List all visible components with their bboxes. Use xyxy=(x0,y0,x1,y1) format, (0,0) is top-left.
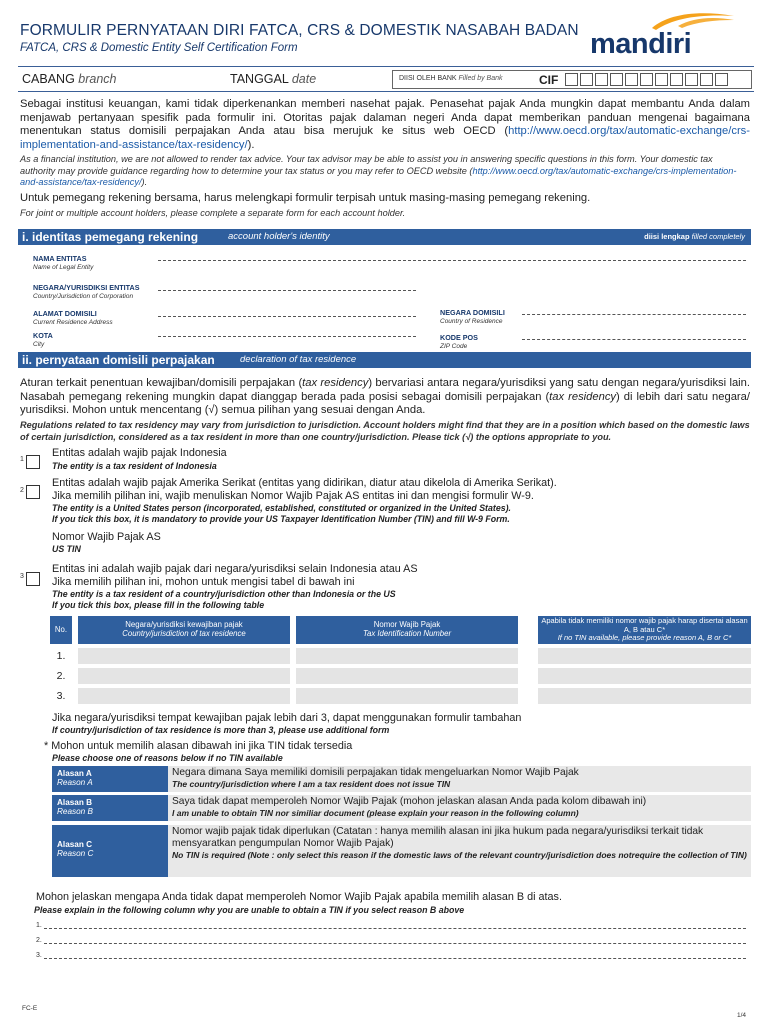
cif-cell[interactable] xyxy=(580,73,593,86)
option-2-number: 2 xyxy=(20,487,24,494)
explain-reason-b-en: Please explain in the following column why you are unable to obtain a TIN if you select reason B above xyxy=(34,905,465,915)
option-2-text-en: The entity is a United States person (incorporated, established, constituted or organized in the United States). If you tick this box, it is mandatory to provide your US Taxpayer Identification Number (TIN) and fill W-9 Form. xyxy=(52,503,511,524)
table-row-number: 2. xyxy=(56,670,66,682)
logo-text: mandiri xyxy=(590,28,692,60)
table-cell-tin[interactable] xyxy=(296,648,518,664)
us-tin-label: Nomor Wajib Pajak AS xyxy=(52,531,161,543)
city-field[interactable] xyxy=(158,336,416,337)
form-subtitle: FATCA, CRS & Domestic Entity Self Certification Form xyxy=(20,42,298,54)
cif-cell[interactable] xyxy=(670,73,683,86)
choose-reason-note: * Mohon untuk memilih alasan dibawah ini jika TIN tidak tersedia xyxy=(44,740,353,752)
table-cell-reason[interactable] xyxy=(538,668,751,684)
cif-cell[interactable] xyxy=(565,73,578,86)
mandiri-logo xyxy=(590,10,750,60)
entity-country-label: NEGARA/YURISDIKSI ENTITAS Country/Jurisdiction of Corporation xyxy=(33,283,140,300)
table-cell-tin[interactable] xyxy=(296,688,518,704)
explain-line-number: 1. xyxy=(36,922,42,929)
explain-line-number: 3. xyxy=(36,952,42,959)
reason-b-text: Saya tidak dapat memperoleh Nomor Wajib Pajak (mohon jelaskan alasan Anda pada kolom dibawah ini) I am unable to obtain TIN nor similiar document (please explain your reason in the following column) xyxy=(168,795,751,821)
form-title: FORMULIR PERNYATAAN DIRI FATCA, CRS & DOMESTIK NASABAH BADAN xyxy=(20,22,579,39)
cif-cell[interactable] xyxy=(640,73,653,86)
option-1-number: 1 xyxy=(20,456,24,463)
section-1-title: i. identitas pemegang rekening xyxy=(22,230,199,244)
zip-field[interactable] xyxy=(522,339,746,340)
table-header-country: Negara/yurisdiksi kewajiban pajak Country/jurisdiction of tax residence xyxy=(78,616,290,644)
option-2-text: Entitas adalah wajib pajak Amerika Serikat (entitas yang didirikan, diatur atau dikelola di Amerika Serikat). Jika memilih pilihan ini, wajib menuliskan Nomor Wajib Pajak AS entitas ini dan mengisi formulir W-9. xyxy=(52,477,557,502)
table-header-reason: Apabila tidak memiliki nomor wajib pajak harap disertai alasan A, B atau C* If no TIN available, please provide reason A, B or C* xyxy=(538,616,751,644)
residence-country-field[interactable] xyxy=(522,314,746,315)
option-1-text: Entitas adalah wajib pajak Indonesia xyxy=(52,447,227,459)
table-cell-country[interactable] xyxy=(78,668,290,684)
date-label: TANGGAL date xyxy=(230,72,317,86)
section-2-title: ii. pernyataan domisili perpajakan xyxy=(22,353,215,367)
option-3-number: 3 xyxy=(20,573,24,580)
option-3-checkbox[interactable] xyxy=(26,572,40,586)
zip-label: KODE POS ZIP Code xyxy=(440,333,478,350)
reason-b-label: Alasan B Reason B xyxy=(52,795,168,821)
cif-input-cells[interactable] xyxy=(565,73,730,86)
address-field[interactable] xyxy=(158,316,416,317)
cif-cell[interactable] xyxy=(655,73,668,86)
table-header-no: No. xyxy=(50,616,72,644)
cif-cell[interactable] xyxy=(610,73,623,86)
entity-name-field[interactable] xyxy=(158,260,746,261)
reason-c-label: Alasan C Reason C xyxy=(52,825,168,877)
cif-cell[interactable] xyxy=(625,73,638,86)
choose-reason-note-en: Please choose one of reasons below if no TIN available xyxy=(52,753,283,763)
explain-line-1[interactable] xyxy=(44,928,746,929)
us-tin-label-en: US TIN xyxy=(52,544,81,554)
page-number: 1/4 xyxy=(736,1012,746,1019)
residence-country-label: NEGARA DOMISILI Country of Residence xyxy=(440,308,505,325)
table-cell-reason[interactable] xyxy=(538,648,751,664)
joint-holder-note: Untuk pemegang rekening bersama, harus melengkapi formulir terpisah untuk masing-masing pemegang rekening. xyxy=(20,192,591,204)
explain-line-2[interactable] xyxy=(44,943,746,944)
oecd-link[interactable]: http://www.oecd.org/tax/automatic-exchange/crs-implementation-and-assistance/tax-residency/ xyxy=(20,125,750,151)
option-3-text-en: The entity is a tax resident of a country/jurisdiction other than Indonesia or the US If you tick this box, please fill in the following table xyxy=(52,589,396,610)
intro-paragraph: Sebagai institusi keuangan, kami tidak diperkenankan memberi nasehat pajak. Penasehat pajak Anda mungkin dapat membantu Anda dalam menjawab pertanyaan spesifik pada formulir ini. Otoritas pajak dalaman negeri Anda dapat memberikan panduan mengenai bagaimana menentukan status domisili perpajakan Anda atau bisa merujuk ke situs web OECD (http://www.oecd.org/tax/automatic-exchange/crs-implementation-and-assistance/tax-residency/). xyxy=(20,98,750,151)
additional-form-note-en: If country/jurisdiction of tax residence is more than 3, please use additional form xyxy=(52,725,390,735)
reason-a-label: Alasan A Reason A xyxy=(52,766,168,792)
section-1-note: diisi lengkap filled completely xyxy=(644,232,745,241)
reason-c-text: Nomor wajib pajak tidak diperlukan (Catatan : hanya memilih alasan ini jika hukum pada negara/yurisdiksi terkait tidak mensyaratkan pengumpulan Nomor Wajib Pajak) No TIN is required (Note : only select this reason if the domestic laws of the relevant country/jurisdiction does notrequire the collection of TIN) xyxy=(168,825,751,877)
table-cell-tin[interactable] xyxy=(296,668,518,684)
branch-label: CABANG branch xyxy=(22,72,117,86)
cif-label: CIF xyxy=(539,73,559,87)
city-label: KOTA City xyxy=(33,331,53,348)
address-label: ALAMAT DOMISILI Current Residence Address xyxy=(33,309,113,326)
cif-cell[interactable] xyxy=(595,73,608,86)
table-row-number: 3. xyxy=(56,690,66,702)
section-2-header xyxy=(18,352,751,368)
intro-paragraph-en: As a financial institution, we are not allowed to render tax advice. Your tax advisor may be able to assist you in answering specific questions in this form. Your domestic tax authority may provide guidance regarding how to determine your tax status or you may refer to OECD website (http://www.oecd.org/tax/automatic-exchange/crs-implementation-and-assistance/tax-residency/). xyxy=(20,154,737,187)
option-1-checkbox[interactable] xyxy=(26,455,40,469)
option-3-text: Entitas ini adalah wajib pajak dari negara/yurisdiksi selain Indonesia atau AS Jika memilih pilihan ini, mohon untuk mengisi tabel di bawah ini xyxy=(52,563,418,588)
table-row-number: 1. xyxy=(56,650,66,662)
section-1-header xyxy=(18,229,751,245)
additional-form-note: Jika negara/yurisdiksi tempat kewajiban pajak lebih dari 3, dapat menggunakan formulir tambahan xyxy=(52,712,522,724)
tax-residency-intro-en: Regulations related to tax residency may vary from jurisdiction to jurisdiction. Account holders might find that they are in a position which based on the domestic laws of certain jurisdiction, considered as a tax resident in more than one country/jurisdiction. Please tick (√) the options appropriate to you. xyxy=(20,420,750,442)
cif-box xyxy=(392,70,752,89)
explain-reason-b: Mohon jelaskan mengapa Anda tidak dapat memperoleh Nomor Wajib Pajak apabila memilih alasan B di atas. xyxy=(36,891,562,903)
table-cell-country[interactable] xyxy=(78,688,290,704)
cif-cell[interactable] xyxy=(715,73,728,86)
form-code: FC-E xyxy=(22,1005,38,1012)
option-1-text-en: The entity is a tax resident of Indonesia xyxy=(52,461,217,471)
explain-line-3[interactable] xyxy=(44,958,746,959)
section-1-title-en: account holder's identity xyxy=(228,231,330,242)
reason-a-text: Negara dimana Saya memiliki domisili perpajakan tidak mengeluarkan Nomor Wajib Pajak The country/jurisdiction where I am a tax resident does not issue TIN xyxy=(168,766,751,792)
cif-cell[interactable] xyxy=(685,73,698,86)
tax-residency-intro: Aturan terkait penentuan kewajiban/domisili perpajakan (tax residency) bervariasi antara negara/yurisdiksi yang satu dengan negara/yurisdiksi lain. Nasabah pemegang rekening mungkin dapat dianggap berada pada posisi sebagai domisili perpajakan (tax residency) di lebih dari satu negara/ yurisdiksi. Mohon untuk mencentang (√) semua pilihan yang sesuai dengan Anda. xyxy=(20,377,750,416)
joint-holder-note-en: For joint or multiple account holders, please complete a separate form for each account holder. xyxy=(20,208,406,218)
cif-cell[interactable] xyxy=(700,73,713,86)
entity-name-label: NAMA ENTITAS Name of Legal Entity xyxy=(33,254,94,271)
entity-country-field[interactable] xyxy=(158,290,416,291)
table-header-tin: Nomor Wajib Pajak Tax Identification Number xyxy=(296,616,518,644)
explain-line-number: 2. xyxy=(36,937,42,944)
option-2-checkbox[interactable] xyxy=(26,485,40,499)
oecd-link-en[interactable]: http://www.oecd.org/tax/automatic-exchange/crs-implementation-and-assistance/tax-residency/ xyxy=(20,165,737,187)
cif-note: DIISI OLEH BANK Filled by Bank xyxy=(399,75,503,82)
branch-date-row xyxy=(18,66,754,92)
table-cell-reason[interactable] xyxy=(538,688,751,704)
section-2-title-en: declaration of tax residence xyxy=(240,354,357,365)
table-cell-country[interactable] xyxy=(78,648,290,664)
